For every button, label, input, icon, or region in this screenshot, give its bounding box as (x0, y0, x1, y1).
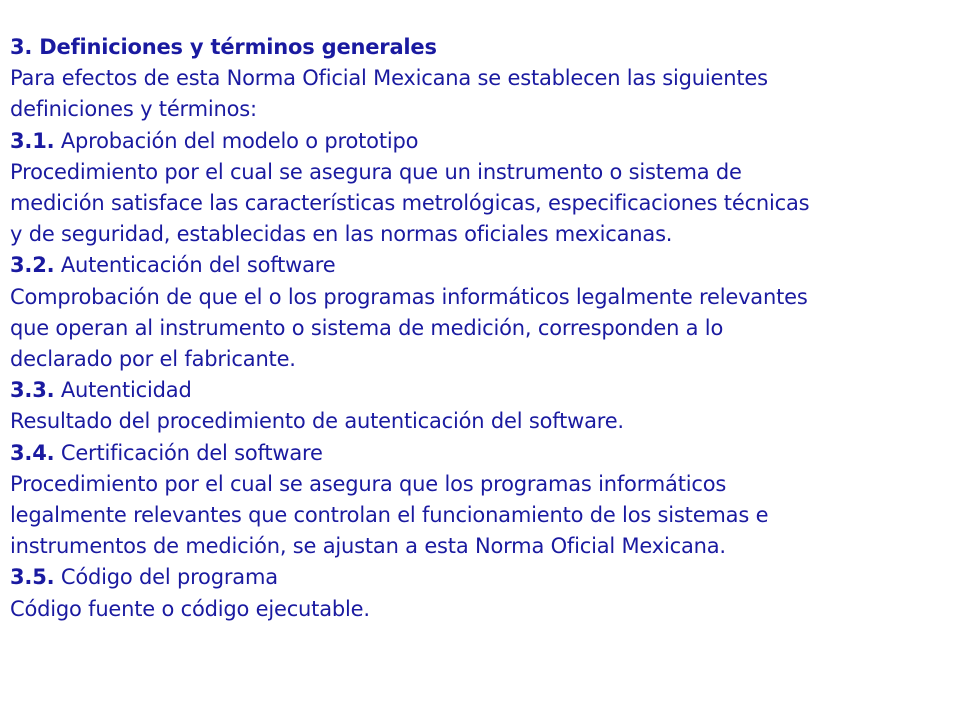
definition-number: 3.3. (10, 378, 55, 403)
definition-title (10, 250, 950, 281)
definition-text: que operan al instrumento o sistema de medición, corresponden a lo (10, 315, 724, 340)
definition-text: instrumentos de medición, se ajustan a esta Norma Oficial Mexicana. (10, 534, 726, 559)
definition-number: 3.1. (10, 128, 55, 153)
definition-text: Resultado del procedimiento de autenticación del software. (10, 409, 624, 434)
definition-text: Procedimiento por el cual se asegura que los programas informáticos (10, 471, 727, 496)
definition-text: declarado por el fabricante. (10, 347, 296, 372)
intro-line: definiciones y términos: (10, 97, 257, 122)
definition-term: Autenticidad (54, 378, 192, 403)
definition-text: legalmente relevantes que controlan el funcionamiento de los sistemas e (10, 503, 769, 528)
definition-title (10, 375, 950, 406)
definition-text: y de seguridad, establecidas en las normas oficiales mexicanas. (10, 222, 673, 247)
definition-text: Procedimiento por el cual se asegura que un instrumento o sistema de (10, 159, 742, 184)
definition-title (10, 126, 950, 157)
definition-term: Certificación del software (54, 440, 323, 465)
definition-title (10, 562, 950, 593)
definition-text: Código fuente o código ejecutable. (10, 596, 370, 621)
definition-term: Aprobación del modelo o prototipo (54, 128, 419, 153)
definition-number: 3.5. (10, 565, 55, 590)
definition-text: medición satisface las características metrológicas, especificaciones técnicas (10, 191, 810, 216)
definition-title (10, 438, 950, 469)
definition-term: Código del programa (54, 565, 278, 590)
section-heading: 3. Definiciones y términos generales (10, 35, 437, 59)
definition-number: 3.4. (10, 440, 55, 465)
document-body (10, 32, 950, 625)
definition-text: Comprobación de que el o los programas informáticos legalmente relevantes (10, 284, 808, 309)
definition-number: 3.2. (10, 253, 55, 278)
intro-line: Para efectos de esta Norma Oficial Mexicana se establecen las siguientes (10, 66, 768, 91)
definition-term: Autenticación del software (54, 253, 336, 278)
